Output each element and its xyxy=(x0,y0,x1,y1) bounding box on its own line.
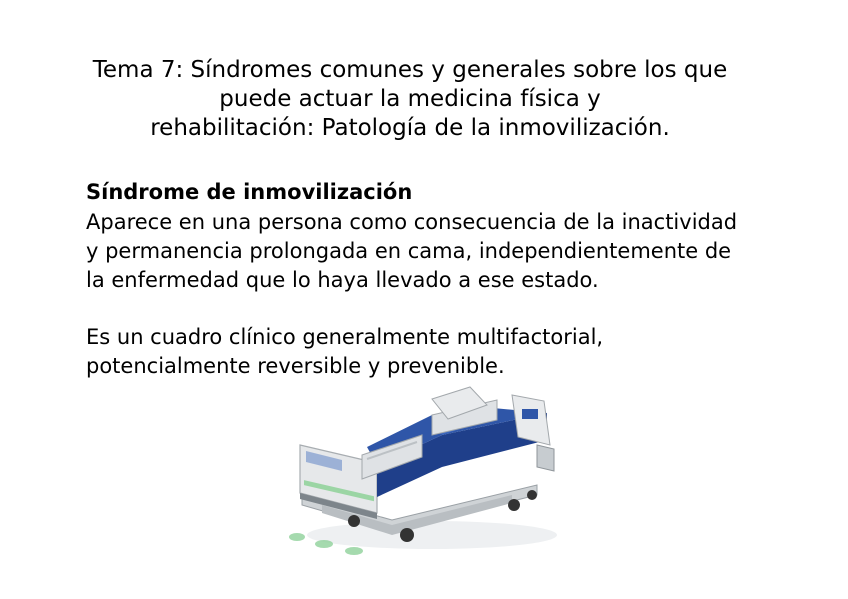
characteristics-paragraph xyxy=(86,323,603,381)
paragraph-line: potencialmente reversible y prevenible. xyxy=(86,354,505,378)
paragraph-line: y permanencia prolongada en cama, independientemente de xyxy=(86,239,732,263)
title-line: puede actuar la medicina física y xyxy=(219,86,601,112)
definition-paragraph xyxy=(86,208,737,295)
title-line: rehabilitación: Patología de la inmovilización. xyxy=(150,115,670,141)
paragraph-line: Es un cuadro clínico generalmente multifactorial, xyxy=(86,325,604,349)
section-heading: Síndrome de inmovilización xyxy=(86,180,413,204)
title-line: Tema 7: Síndromes comunes y generales sobre los que xyxy=(92,57,728,83)
paragraph-line: la enfermedad que lo haya llevado a ese estado. xyxy=(86,268,599,292)
slide-title xyxy=(60,56,760,143)
paragraph-line: Aparece en una persona como consecuencia de la inactividad xyxy=(86,210,738,234)
hospital-bed-image xyxy=(282,385,568,560)
hospital-bed-icon xyxy=(282,385,568,560)
